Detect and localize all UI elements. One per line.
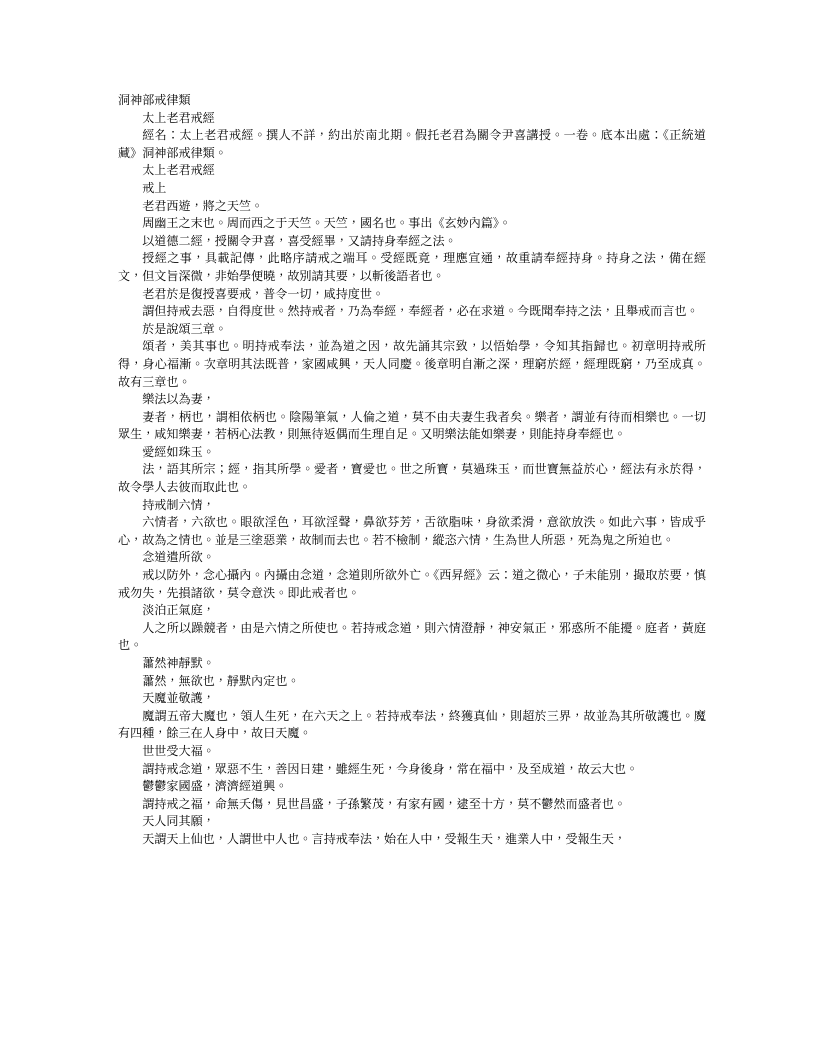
commentary-paragraph: 法，語其所宗；經，指其所學。愛者，寶愛也。世之所寶，莫過珠玉，而世寶無益於心，經法有永於得，故令學人去彼而取此也。 bbox=[118, 462, 706, 495]
bibliographic-note: 經名：太上老君戒經。撰人不詳，約出於南北期。假托老君為關令尹喜講授。一卷。底本出處：《正統道藏》洞神部戒律類。 bbox=[118, 128, 706, 160]
commentary-paragraph: 六情者，六欲也。眼欲淫色，耳欲淫聲，鼻欲芬芳，舌欲脂味，身欲柔滑，意欲放泆。如此六事，皆成乎心，故為之情也。並是三塗惡業，故制而去也。若不檢制，縱恣六情，生為世人所惡，死為鬼之所迫也。 bbox=[118, 515, 706, 547]
commentary-paragraph: 戒以防外，念心攝內。內攝由念道，念道則所欲外亡。《西昇經》云：道之微心，子未能別，撮取於要，慎戒勿失，先損諸欲，莫令意泆。即此戒者也。 bbox=[118, 568, 706, 600]
verse-line: 以道德二經，授關令尹喜，喜受經畢，又請持身奉經之法。 bbox=[142, 233, 457, 248]
section-header: 洞神部戒律類 bbox=[118, 93, 191, 107]
scripture-title-repeat: 太上老君戒經 bbox=[142, 163, 215, 178]
commentary-paragraph: 人之所以躁競者，由是六情之所使也。若持戒念道，則六情澄靜，神安氣正，邪惑所不能擾。庭者，黃庭也。 bbox=[118, 620, 706, 653]
verse-line: 於是說頌三章。 bbox=[142, 321, 227, 336]
verse-line: 天人同其願， bbox=[142, 814, 215, 829]
verse-line: 樂法以為妻， bbox=[142, 392, 215, 407]
verse-line: 老君西遊，將之天竺。 bbox=[142, 198, 264, 213]
verse-line: 念道遣所欲。 bbox=[142, 550, 215, 565]
commentary-paragraph: 魔謂五帝大魔也，領人生死，在六天之上。若持戒奉法，終獲真仙，則超於三界，故並為其所敬護也。魔有四種，餘三在人身中，故曰天魔。 bbox=[118, 708, 706, 741]
commentary-paragraph: 授經之事，具載記傳，此略序請戒之端耳。受經既竟，理應宣通，故重請奉經持身。持身之法，備在經文，但文旨深微，非始學便曉，故別請其要，以斬後語者也。 bbox=[118, 251, 706, 283]
commentary-paragraph: 蕭然，無欲也，靜默內定也。 bbox=[142, 673, 300, 688]
verse-line: 鬱鬱家國盛，濟濟經道興。 bbox=[142, 779, 288, 794]
verse-line: 老君於是復授喜要戒，普令一切，咸持度世。 bbox=[142, 286, 385, 301]
verse-line: 蕭然神靜默。 bbox=[142, 656, 215, 670]
commentary-paragraph: 天謂天上仙也，人謂世中人也。言持戒奉法，始在人中，受報生天，進業人中，受報生天， bbox=[142, 831, 626, 846]
verse-line: 愛經如珠玉。 bbox=[142, 444, 215, 459]
commentary-paragraph: 妻者，柄也，謂相依柄也。陰陽筆氣，人倫之道，莫不由夫妻生我者矣。樂者，謂並有待而相樂也。一切眾生，咸知樂妻，若柄心法教，則無待返偶而生理自足。又明樂法能如樂妻，則能持身奉經也。 bbox=[118, 409, 706, 442]
verse-line: 持戒制六情， bbox=[142, 497, 215, 512]
document-text-body bbox=[118, 92, 706, 849]
commentary-paragraph: 周幽王之末也。周而西之于天竺。天竺，國名也。事出《玄妙內篇》。 bbox=[142, 216, 512, 231]
commentary-paragraph: 謂但持戒去惡，自得度世。然持戒者，乃為奉經，奉經者，必在求道。今既聞奉持之法，且舉戒而言也。 bbox=[142, 304, 699, 319]
commentary-paragraph: 謂持戒念道，眾惡不生，善因日建，雖經生死，今身後身，常在福中，及至成道，故云大也。 bbox=[142, 761, 639, 776]
verse-line: 天魔並敬護， bbox=[142, 691, 215, 706]
commentary-paragraph: 謂持戒之福，命無夭傷，見世昌盛，子孫繁茂，有家有國，逮至十方，莫不鬱然而盛者也。 bbox=[142, 796, 626, 811]
verse-line: 世世受大福。 bbox=[142, 743, 215, 758]
verse-line: 淡泊正氣庭， bbox=[142, 603, 215, 618]
chapter-heading: 戒上 bbox=[142, 180, 167, 195]
commentary-paragraph: 頌者，美其事也。明持戒奉法，並為道之因，故先誦其宗致，以悟始學，令知其指歸也。初章明持戒所得，身心福漸。次章明其法既普，家國咸興，天人同慶。後章明自漸之深，理窮於經，經理既窮，乃至成真。故有三章也。 bbox=[118, 339, 706, 389]
scripture-title: 太上老君戒經 bbox=[142, 110, 215, 125]
